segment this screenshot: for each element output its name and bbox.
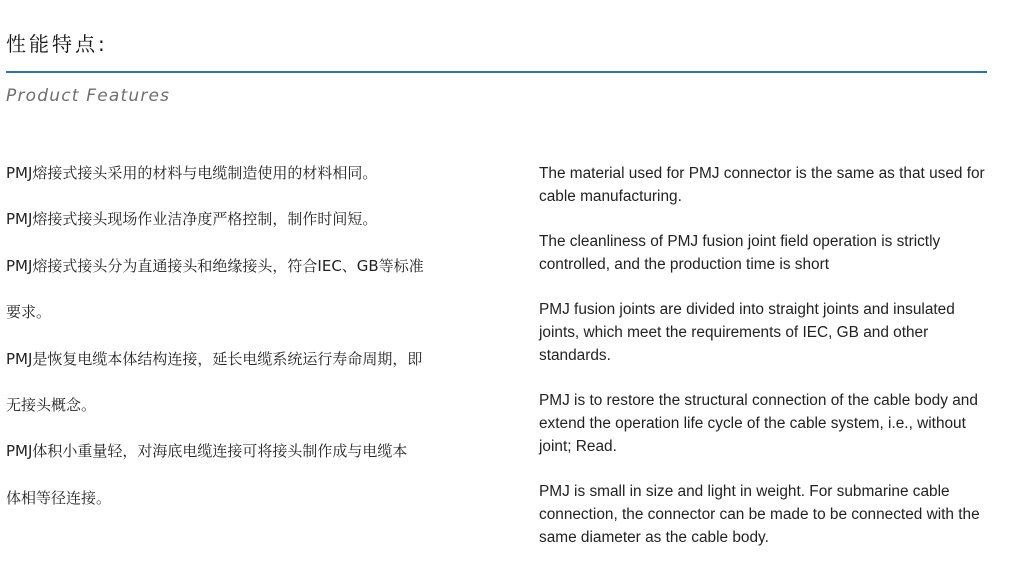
zh-line: PMJ体积小重量轻，对海底电缆连接可将接头制作成与电缆本 [6, 442, 408, 461]
en-paragraph: PMJ is to restore the structural connection of the cable body and extend the operation life cycle of the cable system, i.e., without joint; Read. [539, 392, 978, 455]
page-subtitle-en: Product Features [6, 86, 171, 106]
zh-line: PMJ熔接式接头现场作业洁净度严格控制，制作时间短。 [6, 210, 378, 229]
en-paragraph: The cleanliness of PMJ fusion joint field operation is strictly controlled, and the production time is short [539, 233, 941, 273]
zh-line: 无接头概念。 [6, 395, 97, 414]
en-paragraph: PMJ is small in size and light in weight. For submarine cable connection, the connector can be made to be connected with the same diameter as the cable body. [539, 483, 980, 546]
page-title-zh: 性能特点: [6, 32, 108, 56]
en-paragraph: PMJ fusion joints are divided into straight joints and insulated joints, which meet the requirements of IEC, GB and other standards. [539, 301, 955, 364]
en-paragraph: The material used for PMJ connector is the same as that used for cable manufacturing. [539, 165, 985, 205]
zh-line: PMJ是恢复电缆本体结构连接，延长电缆系统运行寿命周期，即 [6, 349, 423, 368]
zh-line: PMJ熔接式接头分为直通接头和绝缘接头，符合IEC、GB等标准 [6, 256, 424, 275]
features-zh-column [6, 161, 476, 532]
header-divider [6, 71, 987, 73]
features-en-column [539, 162, 991, 571]
zh-line: 要求。 [6, 303, 52, 322]
zh-line: 体相等径连接。 [6, 488, 112, 507]
zh-line: PMJ熔接式接头采用的材料与电缆制造使用的材料相同。 [6, 164, 378, 182]
